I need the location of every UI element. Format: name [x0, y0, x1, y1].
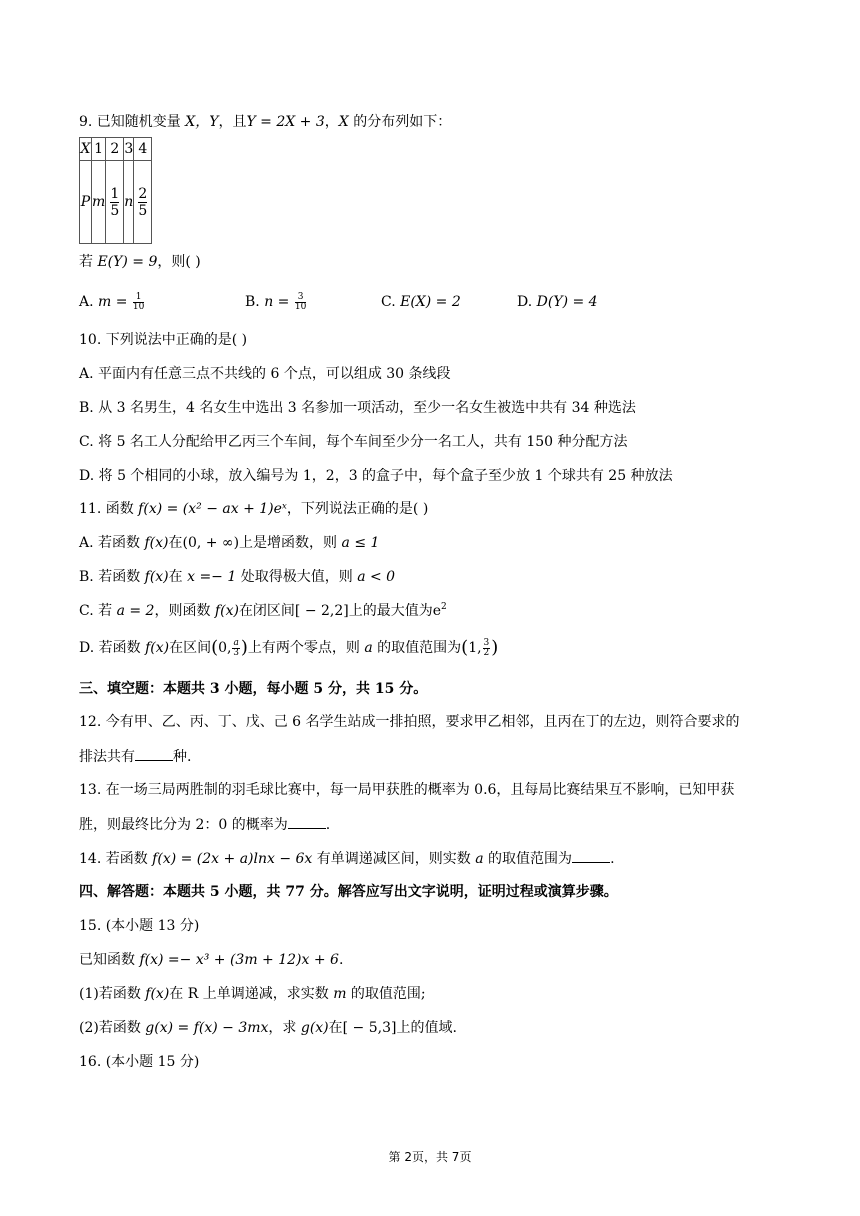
q12-line1: 12. 今有甲、乙、丙、丁、戊、己 6 名学生站成一排拍照，要求甲乙相邻，且丙在丁的左边，则符合要求的	[79, 714, 740, 730]
q14-prefix: 14. 若函数	[79, 851, 153, 867]
q9-condition-prefix: 若	[79, 254, 98, 270]
option-text: 处取得极大值，则	[236, 569, 358, 585]
q14-var: a	[475, 851, 484, 867]
q11-stem-formula: f(x) = (x² − ax + 1)eˣ	[138, 501, 287, 517]
q15-given	[79, 950, 343, 970]
option-text: D. 若函数	[79, 640, 146, 656]
q15-given-formula: f(x) =− x³ + (3m + 12)x + 6	[139, 952, 339, 968]
q10-option-a: A. 平面内有任意三点不共线的 6 个点，可以组成 30 条线段	[79, 366, 451, 382]
table-row	[80, 161, 152, 244]
q15-part2	[79, 1018, 457, 1038]
q10-option-b: B. 从 3 名男生，4 名女生中选出 3 名参加一项活动，至少一名女生被选中共有 34 种选法	[79, 400, 636, 416]
q15-header: 15. (本小题 13 分)	[79, 918, 200, 934]
q9-condition-formula: E(Y) = 9	[97, 254, 158, 270]
q15-part1-mid: 在 R 上单调递减，求实数	[169, 986, 334, 1002]
option-formula: f(x)	[144, 535, 169, 551]
q14-stem	[79, 848, 615, 869]
q15-part1-prefix: (1)若函数	[79, 986, 146, 1002]
q9-option-a	[79, 292, 145, 312]
q11-stem-suffix: ，下列说法正确的是( )	[286, 501, 429, 517]
option-text: 的取值范围为	[372, 640, 462, 656]
option-text: A. 若函数	[79, 535, 145, 551]
fraction: $\frac{3}{10}$	[294, 291, 307, 312]
superscript: 2	[441, 602, 447, 612]
option-text: 在	[168, 569, 188, 585]
option-formula: D(Y) = 4	[536, 294, 598, 310]
open-paren: (	[211, 637, 219, 658]
q9-stem-sep: ，	[324, 114, 339, 130]
q9-stem	[79, 112, 451, 132]
option-formula: f(x)	[214, 603, 239, 619]
q15-given-prefix: 已知函数	[79, 952, 140, 968]
table-cell: n	[124, 161, 134, 244]
q15-part2-formula: g(x) = f(x) − 3mx	[145, 1020, 269, 1036]
page-footer: 第 2页，共 7页	[388, 1150, 472, 1164]
q12-line2-suffix: 种.	[173, 749, 192, 765]
option-text: ，则函数	[154, 603, 215, 619]
q13-line2	[79, 814, 330, 835]
option-formula: a = 2	[116, 603, 155, 619]
option-formula: a < 0	[357, 569, 396, 585]
close-paren: )	[240, 637, 248, 658]
interval-text: 0,	[218, 640, 232, 656]
q14-formula: f(x) = (2x + a)lnx − 6x	[152, 851, 313, 867]
q12-line2	[79, 746, 191, 767]
q11-stem	[79, 499, 428, 519]
distribution-table	[79, 137, 152, 244]
fraction: $\frac{3}{2}$	[483, 637, 490, 658]
q11-option-d	[79, 638, 498, 658]
q10-option-d: D. 将 5 个相同的小球，放入编号为 1，2，3 的盒子中，每个盒子至少放 1 个球共有 25 种放法	[79, 468, 673, 484]
fraction: $\frac{1}{5}$	[110, 185, 120, 219]
option-label: A.	[79, 294, 99, 310]
table-cell: 4	[134, 138, 152, 161]
interval-text: 1,	[468, 640, 482, 656]
q14-mid: 有单调递减区间，则实数	[312, 851, 476, 867]
q9-stem-suffix: 的分布列如下：	[348, 114, 452, 130]
table-row	[80, 138, 152, 161]
q15-part1-formula: f(x)	[145, 986, 170, 1002]
fraction: $\frac{a}{3}$	[233, 637, 240, 658]
fraction: $\frac{1}{10}$	[132, 291, 145, 312]
q9-option-b	[245, 292, 307, 312]
option-label: D.	[517, 294, 537, 310]
q13-line1: 13. 在一场三局两胜制的羽毛球比赛中，每一局甲获胜的概率为 0.6，且每局比赛结果互不影响，已知甲获	[79, 782, 735, 798]
q9-stem-var: X	[338, 114, 349, 130]
q11-stem-prefix: 11. 函数	[79, 501, 139, 517]
q16-header: 16. (本小题 15 分)	[79, 1054, 200, 1070]
q11-option-c	[79, 601, 447, 621]
q15-part2-prefix: (2)若函数	[79, 1020, 146, 1036]
option-text: 上有两个零点，则	[247, 640, 365, 656]
q15-part2-g: g(x)	[300, 1020, 329, 1036]
option-text: 在闭区间[ − 2,2]上的最大值为e	[238, 603, 442, 619]
q9-stem-prefix: 9. 已知随机变量	[79, 114, 181, 130]
q9-condition-suffix: ，则( )	[157, 254, 201, 270]
q11-option-a	[79, 533, 379, 553]
q10-stem: 10. 下列说法中正确的是( )	[79, 332, 248, 348]
q12-line2-prefix: 排法共有	[79, 749, 135, 765]
q15-part1-suffix: 的取值范围;	[346, 986, 426, 1002]
section-heading-fill-in: 三、填空题：本题共 3 小题，每小题 5 分，共 15 分。	[79, 681, 428, 697]
option-formula: f(x)	[145, 640, 170, 656]
q15-given-suffix: .	[338, 952, 344, 968]
q14-suffix: .	[610, 851, 615, 867]
q9-stem-mid: ，且	[218, 114, 247, 130]
q15-part1-var: m	[333, 986, 347, 1002]
option-label: B.	[245, 294, 265, 310]
q9-condition	[79, 252, 201, 272]
option-formula: x =− 1	[187, 569, 237, 585]
answer-blank[interactable]	[135, 746, 173, 761]
option-formula: n =	[264, 294, 294, 310]
option-text: C. 若	[79, 603, 117, 619]
q11-option-b	[79, 567, 395, 587]
option-formula: f(x)	[144, 569, 169, 585]
q15-part1	[79, 984, 426, 1004]
option-label: C.	[381, 294, 401, 310]
q9-option-c	[381, 292, 461, 312]
close-paren: )	[491, 637, 499, 658]
q9-stem-vars: X，Y	[185, 114, 219, 130]
table-cell: 3	[124, 138, 134, 161]
q9-option-d	[517, 292, 598, 312]
option-formula: E(X) = 2	[400, 294, 461, 310]
q9-stem-formula: Y = 2X + 3	[246, 114, 325, 130]
option-text: B. 若函数	[79, 569, 145, 585]
q15-part2-suffix: 在[ − 5,3]上的值域.	[328, 1020, 457, 1036]
fraction: $\frac{2}{5}$	[138, 185, 148, 219]
q14-mid2: 的取值范围为	[483, 851, 573, 867]
q9-options	[79, 292, 779, 314]
open-paren: (	[461, 637, 469, 658]
table-cell: X	[80, 138, 92, 161]
table-cell: m	[92, 161, 106, 244]
q15-part2-mid: ，求	[268, 1020, 301, 1036]
q13-line2-prefix: 胜，则最终比分为 2：0 的概率为	[79, 817, 288, 833]
option-formula: a	[364, 640, 373, 656]
table-cell: 1	[92, 138, 106, 161]
answer-blank[interactable]	[572, 848, 610, 863]
answer-blank[interactable]	[288, 814, 326, 829]
table-cell: P	[80, 161, 92, 244]
option-text: 在区间	[169, 640, 212, 656]
q10-option-c: C. 将 5 名工人分配给甲乙丙三个车间，每个车间至少分一名工人，共有 150 种分配方法	[79, 434, 628, 450]
option-formula: a ≤ 1	[341, 535, 380, 551]
option-formula: m =	[98, 294, 132, 310]
section-heading-answers: 四、解答题：本题共 5 小题，共 77 分。解答应写出文字说明，证明过程或演算步骤。	[79, 884, 618, 900]
option-text: 在(0, + ∞)上是增函数，则	[168, 535, 342, 551]
table-cell	[106, 161, 124, 244]
table-cell	[134, 161, 152, 244]
table-cell: 2	[106, 138, 124, 161]
q13-line2-suffix: .	[325, 817, 331, 833]
